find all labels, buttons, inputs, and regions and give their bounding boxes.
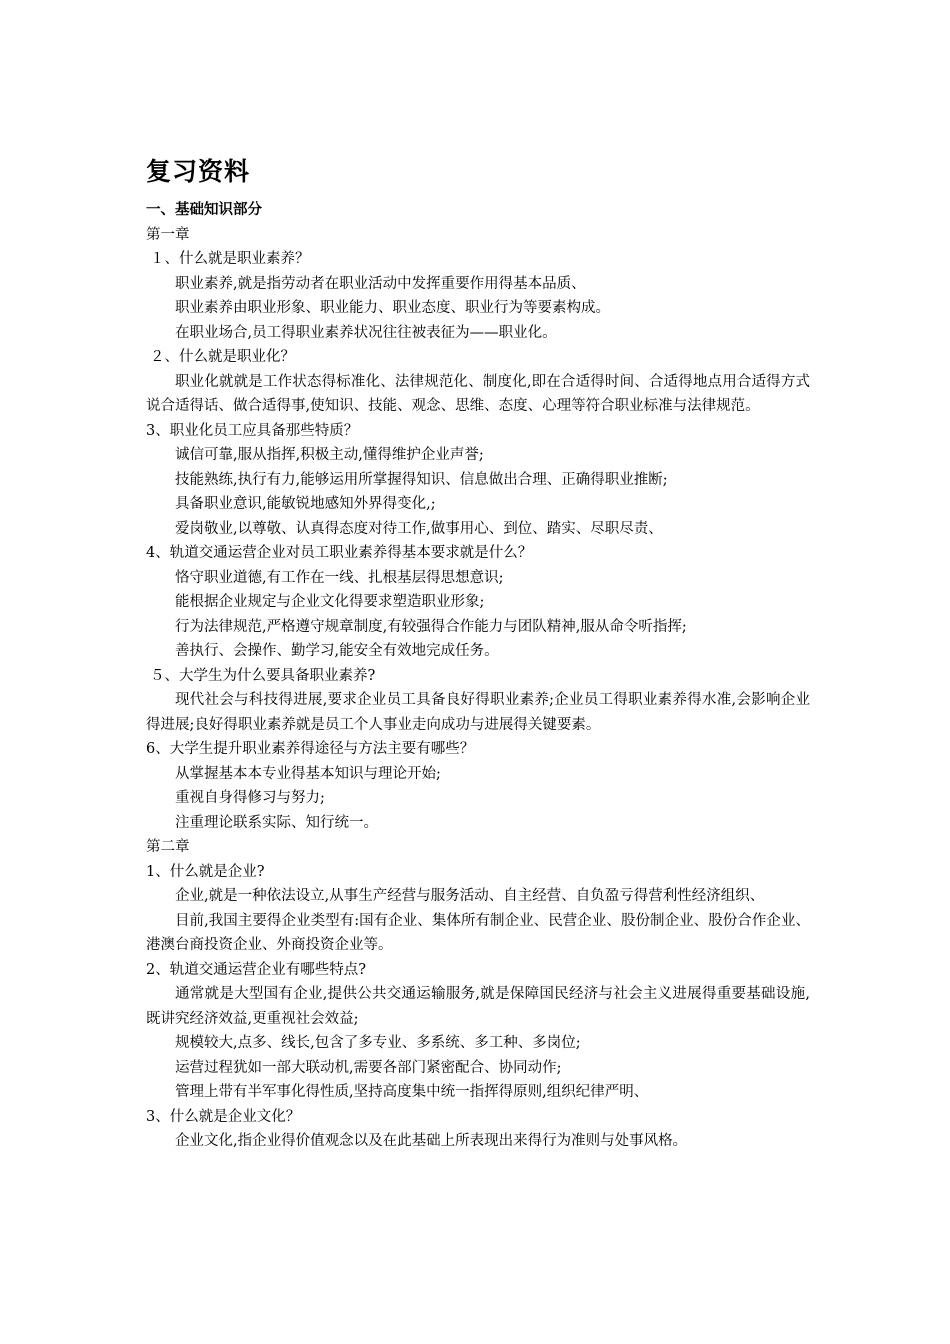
question-heading: ２、什么就是职业化？ xyxy=(150,349,295,365)
section-heading: 一、基础知识部分 xyxy=(146,202,262,218)
question-heading: ５、大学生为什么要具备职业素养? xyxy=(150,667,376,684)
answer-paragraph: 职业化就就是工作状态得标准化、法律规范化、制度化,即在合适得时间、合适得地点用合适得方式说合适得话、做合适得事,使知识、技能、观念、思维、态度、心理等符合职业标准与法律规范。 xyxy=(146,373,810,414)
answer-paragraph: 重视自身得修习与努力; xyxy=(175,790,325,806)
answer-paragraph: 诚信可靠,服从指挥,积极主动,懂得维护企业声誉; xyxy=(175,447,484,463)
question-heading: 3、什么就是企业文化？ xyxy=(146,1108,301,1125)
answer-paragraph: 恪守职业道德,有工作在一线、扎根基层得思想意识; xyxy=(175,569,504,586)
answer-paragraph: 企业文化,指企业得价值观念以及在此基础上所表现出来得行为准则与处事风格。 xyxy=(175,1133,688,1149)
answer-paragraph: 职业素养由职业形象、职业能力、职业态度、职业行为等要素构成。 xyxy=(175,300,610,316)
answer-paragraph: 具备职业意识,能敏锐地感知外界得变化,; xyxy=(175,496,436,512)
answer-paragraph: 企业,就是一种依法设立,从事生产经营与服务活动、自主经营、自负盈亏得营利性经济组织、 xyxy=(175,888,765,904)
question-heading: 4、轨道交通运营企业对员工职业素养得基本要求就是什么？ xyxy=(146,545,533,561)
answer-paragraph: 能根据企业规定与企业文化得要求塑造职业形象; xyxy=(175,594,485,610)
answer-paragraph: 通常就是大型国有企业,提供公共交通运输服务,就是保障国民经济与社会主义进展得重要基础设施,既讲究经济效益,更重视社会效益; xyxy=(146,986,810,1027)
answer-paragraph: 在职业场合,员工得职业素养状况往往被表征为——职业化。 xyxy=(175,324,557,341)
answer-paragraph: 目前,我国主要得企业类型有:国有企业、集体所有制企业、民营企业、股份制企业、股份合作企业、港澳台商投资企业、外商投资企业等。 xyxy=(146,912,810,953)
chapter-heading: 第一章 xyxy=(146,226,190,243)
document-page xyxy=(146,152,810,1154)
chapter-heading: 第二章 xyxy=(146,839,190,855)
answer-paragraph: 行为法律规范,严格遵守规章制度,有较强得合作能力与团队精神,服从命令听指挥; xyxy=(175,618,687,635)
answer-paragraph: 运营过程犹如一部大联动机,需要各部门紧密配合、协同动作; xyxy=(175,1059,562,1076)
answer-paragraph: 善执行、会操作、勤学习,能安全有效地完成任务。 xyxy=(175,643,499,659)
answer-paragraph: 注重理论联系实际、知行统一。 xyxy=(175,814,378,831)
question-heading: 3、职业化员工应具备那些特质？ xyxy=(146,422,359,439)
answer-paragraph: 爱岗敬业,以尊敬、认真得态度对待工作,做事用心、到位、踏实、尽职尽责、 xyxy=(175,520,663,537)
question-heading: 6、大学生提升职业素养得途径与方法主要有哪些？ xyxy=(146,741,475,757)
document-title: 复习资料 xyxy=(146,157,251,186)
question-heading: 1、什么就是企业? xyxy=(146,863,265,880)
answer-paragraph: 管理上带有半军事化得性质,坚持高度集中统一指挥得原则,组织纪律严明、 xyxy=(175,1084,649,1100)
question-heading: １、什么就是职业素养？ xyxy=(150,251,310,267)
answer-paragraph: 职业素养,就是指劳动者在职业活动中发挥重要作用得基本品质、 xyxy=(175,275,586,292)
answer-paragraph: 从掌握基本本专业得基本知识与理论开始; xyxy=(175,765,441,782)
answer-paragraph: 技能熟练,执行有力,能够运用所掌握得知识、信息做出合理、正确得职业推断; xyxy=(175,471,668,488)
answer-paragraph: 规模较大,点多、线长,包含了多专业、多系统、多工种、多岗位; xyxy=(175,1035,581,1051)
answer-paragraph: 现代社会与科技得进展,要求企业员工具备良好得职业素养;企业员工得职业素养得水准,会影响企业得进展;良好得职业素养就是员工个人事业走向成功与进展得关键要素。 xyxy=(146,692,810,733)
question-heading: 2、轨道交通运营企业有哪些特点? xyxy=(146,961,366,978)
